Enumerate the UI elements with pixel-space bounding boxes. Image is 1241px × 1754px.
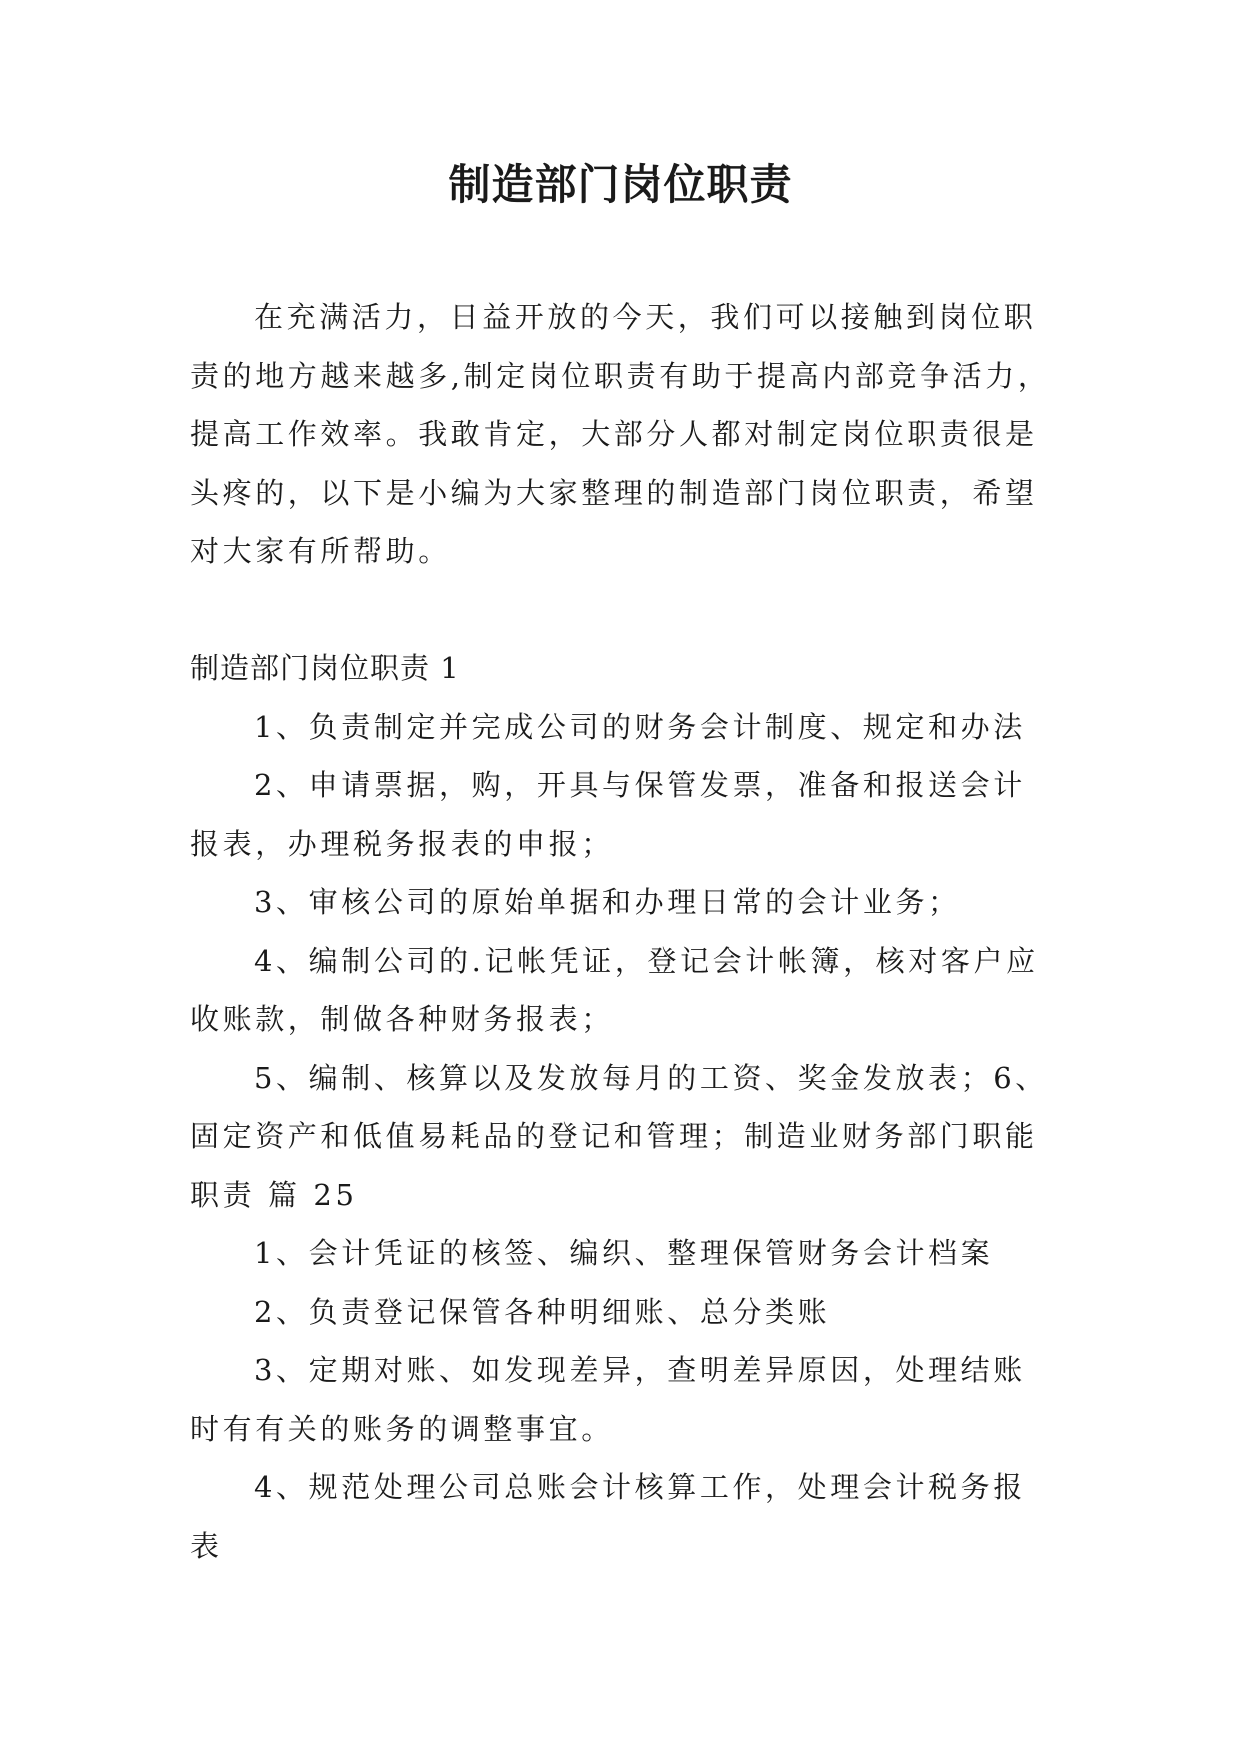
list-item: 2、负责登记保管各种明细账、总分类账 bbox=[254, 1294, 831, 1329]
list-item: 4、规范处理公司总账会计核算工作，处理会计税务报表 bbox=[190, 1470, 1026, 1563]
document-title: 制造部门岗位职责 bbox=[448, 160, 793, 209]
list-item: 4、编制公司的.记帐凭证，登记会计帐簿，核对客户应收账款，制做各种财务报表； bbox=[190, 943, 1039, 1036]
list-item: 3、定期对账、如发现差异，查明差异原因，处理结账时有有关的账务的调整事宜。 bbox=[190, 1353, 1026, 1446]
document-body bbox=[190, 288, 1052, 1575]
list-item: 1、会计凭证的核签、编织、整理保管财务会计档案 bbox=[254, 1236, 994, 1270]
intro-paragraph: 在充满活力，日益开放的今天，我们可以接触到岗位职责的地方越来越多,制定岗位职责有助于提高内部竞争活力，提高工作效率。我敢肯定，大部分人都对制定岗位职责很是头疼的，以下是小编为大家整理的制造部门岗位职责，希望对大家有所帮助。 bbox=[190, 300, 1051, 568]
list-item: 5、编制、核算以及发放每月的工资、奖金发放表；6、固定资产和低值易耗品的登记和管理；制造业财务部门职能职责 篇 25 bbox=[190, 1060, 1048, 1212]
list-item: 1、负责制定并完成公司的财务会计制度、规定和办法 bbox=[254, 709, 1026, 744]
section-heading: 制造部门岗位职责 1 bbox=[190, 651, 460, 685]
paragraph-gap bbox=[190, 581, 1052, 640]
list-item: 3、审核公司的原始单据和办理日常的会计业务； bbox=[254, 885, 961, 919]
list-item: 2、申请票据，购，开具与保管发票，准备和报送会计报表，办理税务报表的申报； bbox=[190, 768, 1026, 861]
